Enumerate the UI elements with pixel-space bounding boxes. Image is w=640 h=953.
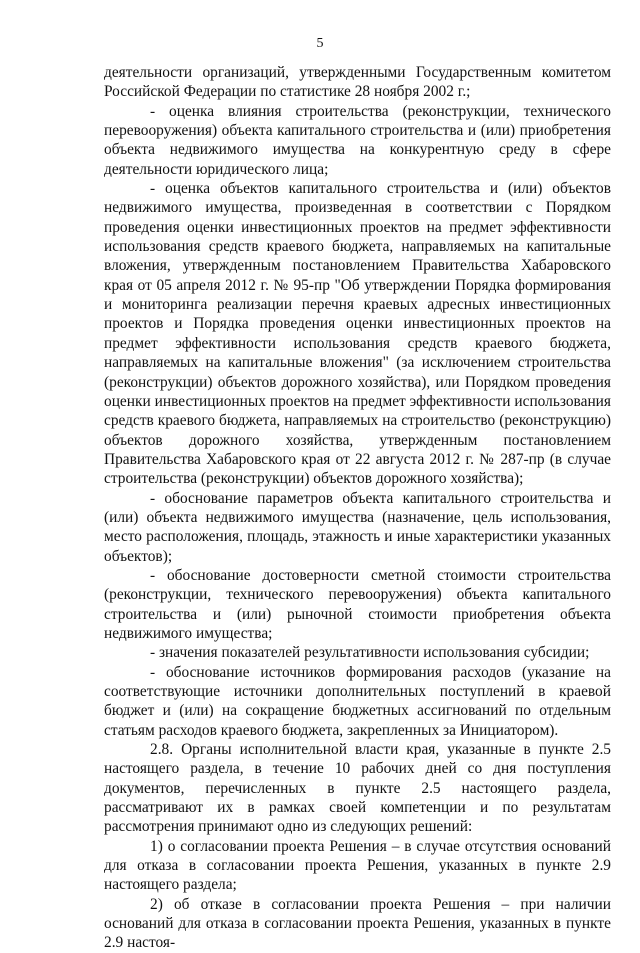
paragraph-competition-impact: - оценка влияния строительства (реконструкции, технического перевооружения) объекта капитального строительства и (или) приобретения объекта недвижимого имущества на конкурентную среду в сфере деятельности юридического лица; [104,102,611,178]
paragraph-continuation: деятельности организаций, утвержденными Государственным комитетом Российской Федерации по статистике 28 ноября 2002 г.; [104,64,611,101]
paragraph-cost-justification: - обоснование достоверности сметной стоимости строительства (реконструкции, технического перевооружения) объекта капитального строительства и (или) рыночной стоимости приобретения объекта недвижимого имущества; [104,566,611,642]
paragraph-investment-evaluation: - оценка объектов капитального строительства и (или) объектов недвижимого имущества, произведенная в соответствии с Порядком проведения оценки инвестиционных проектов на предмет эффективности использования средств краевого бюджета, направляемых на капитальные вложения, утвержденным постановлением Правительства Хабаровского края от 05 апреля 2012 г. № 95-пр "Об утверждении Порядка формирования и мониторинга реализации перечня краевых адресных инвестиционных проектов и Порядка проведения оценки инвестиционных проектов на предмет эффективности использования средств краевого бюджета, направляемых на капитальные вложения" (за исключением строительства (реконструкции) объектов дорожного хозяйства), или Порядком проведения оценки инвестиционных проектов на предмет эффективности использования средств краевого бюджета, направляемых на строительство (реконструкцию) объектов дорожного хозяйства, утвержденным постановлением Правительства Хабаровского края от 22 августа 2012 г. № 287-пр (в случае строительства (реконструкции) объектов дорожного хозяйства); [104,180,611,488]
paragraph-object-parameters: - обоснование параметров объекта капитального строительства и (или) объекта недвижимого имущества (назначение, цель использования, место расположения, площадь, этажность и иные характеристики указанных объектов); [104,489,611,565]
paragraph-funding-sources: - обоснование источников формирования расходов (указание на соответствующие источники дополнительных поступлений в краевой бюджет и (или) на сокращение бюджетных ассигнований по отдельным статьям расходов краевого бюджета, закрепленных за Инициатором). [104,663,611,739]
page-number: 5 [316,36,324,51]
paragraph-subsidy-indicators: - значения показателей результативности использования субсидии; [150,644,590,662]
list-item-refusal: 2) об отказе в согласовании проекта Решения – при наличии оснований для отказа в согласовании проекта Решения, указанных в пункте 2.9 настоя- [104,895,611,952]
paragraph-section-2-8: 2.8. Органы исполнительной власти края, указанные в пункте 2.5 настоящего раздела, в течение 10 рабочих дней со дня поступления документов, перечисленных в пункте 2.5 настоящего раздела, рассматривают их в рамках своей компетенции и по результатам рассмотрения принимают одно из следующих решений: [104,741,611,836]
document-body [104,63,611,953]
list-item-approval: 1) о согласовании проекта Решения – в случае отсутствия оснований для отказа в согласовании проекта Решения, указанных в пункте 2.9 настоящего раздела; [104,837,611,894]
